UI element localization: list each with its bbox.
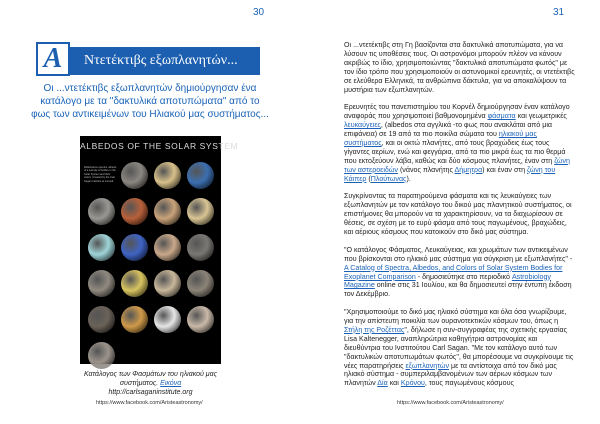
inline-link[interactable]: ζώνη των αστεροειδών (344, 156, 570, 174)
albedo-poster-image (80, 136, 239, 364)
poster-intro-text: Reflectance spectra, albedo, of a sample of bodies in the Solar System and their colors. Created by the Carl Sagan Institute at Cornell. (84, 166, 117, 183)
paragraph-text: ). (406, 174, 411, 183)
planet-titan (121, 306, 148, 333)
planet-neptune (121, 234, 148, 261)
planet-earth (187, 162, 214, 189)
paragraph-text: Ερευνητές του πανεπιστημίου του Κορνέλ δημιούργησαν έναν κατάλογο αναφοράς που χρησιμοποιεί βαθμονομημένα (344, 103, 570, 121)
page-number-left: 30 (253, 7, 265, 18)
planet-ganymede (187, 270, 214, 297)
paragraph-text: "Ο κατάλογος Φάσματος, Λευκαύγειας, και χρωμάτων των αντικειμένων που βρίσκονται στο ηλιακό μας σύστημα για σύγκριση με εξωπλανήτες" - (344, 245, 573, 263)
article-banner (42, 43, 260, 75)
planet-pluto (154, 234, 181, 261)
body-paragraph (344, 103, 575, 183)
paragraph-text: , και οι οκτώ πλανήτες, από τους βραχώδεις έως τους γίγαντες αερίων, ενώ και φεγγάρια, από τα πιο μικρά έως τα πιο θερμά που εκτοξεύουν λάβα, καθώς και δύο κόσμους πλανήτες, έναν στη (344, 138, 566, 165)
paragraph-text: "Χρησιμοποιούμε το δικό μας ηλιακό σύστημα και όλα όσα γνωρίζουμε, για την απίστευτη ποικιλία των ουρανοτεκτικών κόσμων του, όπως η (344, 308, 567, 326)
paragraph-text: online στις 31 Ιουλίου, και θα δημοσιευτεί στην έντυπη έκδοση τον Δεκέμβριο. (344, 281, 572, 299)
image-caption (80, 370, 221, 397)
paragraph-text: (νάνος πλανήτης (397, 165, 455, 174)
logo-letter: A (43, 43, 63, 74)
planet-saturn (187, 198, 214, 225)
planet-ceres (187, 234, 214, 261)
planet-europa (154, 270, 181, 297)
body-paragraph (344, 41, 575, 94)
caption-source: http://carlsaganinstitute.org (108, 389, 193, 396)
inline-link[interactable]: λευκαύγειες (344, 121, 381, 130)
inline-link[interactable]: Στήλη της Ροζέττας (344, 325, 405, 334)
planet-uranus (88, 234, 115, 261)
footer-url-left: https://www.facebook.com/Aristeastronomy/ (96, 400, 203, 406)
paragraph-text: , τους παγωμένους κόσμους (424, 379, 514, 388)
inline-link[interactable]: Δία (377, 379, 388, 388)
article-body (344, 41, 575, 397)
footer-url-right: https://www.facebook.com/Aristeastronomy/ (397, 400, 504, 406)
inline-link[interactable]: A Catalog of Spectra, Albedos, and Colors of Solar System Bodies for Exoplanet Comparison (344, 263, 563, 281)
inline-link[interactable]: ηλιακού μας συστήματος (344, 130, 537, 147)
planet-callisto (88, 306, 115, 333)
inline-link[interactable]: ζώνη του Κάιπερ (344, 165, 556, 183)
paragraph-text: , (albedos στα αγγλικά -το φως που ανακλάται από μια επιφάνεια) σε 19 από τα πιο ποικίλα σώματα του (344, 121, 552, 139)
planet-charon (88, 342, 115, 369)
paragraph-text: Οι ...ντετέκτιβς στη Γη βασίζονται στα δακτυλικά αποτυπώματα, για να λύσουν τις υποθέσεις τους. Οι αστρονόμοι μπορούν πλέον να κάνουν ακριβώς το ίδιο, χρησιμοποιώντας "δακτυλικά αποτυπώματα φωτός" με τον ίδιο τρόπο που χρησιμοποιούν οι αστυνομικοί ερευνητές, οι ντετέκτιβς σε ελεύθερα Ελληνικά, τα ανθρώπινα δάκτυλα, για να αποκαλύψουν τα μυστήρια των εξωπλανητών. (344, 41, 575, 94)
inline-link[interactable]: Astrobiology Magazine (344, 272, 551, 290)
inline-link[interactable]: φάσματα (487, 112, 516, 121)
inline-link[interactable]: Πλούτωνας (370, 174, 407, 183)
paragraph-text: - δημοσιεύτηκε στο περιοδικό (415, 272, 512, 281)
body-paragraph (344, 192, 575, 237)
planet-mars (121, 198, 148, 225)
paragraph-text: και (387, 379, 401, 388)
planet-io (121, 270, 148, 297)
planet-enceladus (154, 306, 181, 333)
paragraph-text: ", δήλωσε η συν-συγγραφέας της σχετικής εργασίας Lisa Kaltenegger, αναπληρώτρια καθηγήτρια αστρονομίας και διευθύντρια του Ινστιτούτου Carl Sagan. "Με τον κατάλογο αυτό των "δακτυλικών αποτυπωμάτων φωτός", θα μπορέσουμε να συγκρίνουμε τις νέες παρατηρήσεις (344, 325, 574, 370)
poster-title: ALBEDOS OF THE SOLAR SYSTEM (80, 141, 239, 151)
inline-link[interactable]: Δήμητρα (454, 165, 483, 174)
planet-moon (88, 198, 115, 225)
paragraph-text: και γεωμετρικές (515, 112, 567, 121)
body-paragraph (344, 246, 575, 299)
paragraph-text: ( (366, 174, 371, 183)
article-title: Ντετέκτιβς εξωπλανητών... (84, 53, 238, 68)
astronomy-logo (36, 42, 70, 76)
paragraph-text: Συγκρίνοντας τα παρατηρούμενα φάσματα και τις λευκαύγειες των εξωπλανητών με τον κατάλογο του δικού μας πλανητικού συστήματος, οι επιστήμονες θα μπορούν να τα χαρακτηρίσουν, να τα διαχωρίσουν σε θέσεις, σε σχέση με το ευρύ φάσμα από τους παγωμένους, βραχώδεις, και αέριους κόσμους που κατοικούν στο δικό μας σύστημα. (344, 192, 572, 236)
page-number-right: 31 (553, 7, 565, 18)
planet-venus (154, 162, 181, 189)
caption-text: Κατάλογος των Φασμάτων του ηλιακού μας συστήματος. (83, 371, 218, 387)
planet-triton (187, 306, 214, 333)
article-subtitle: Οι ...ντετέκτιβς εξωπλανητών δημιούργησαν ένα κατάλογο με τα "δακτυλικά αποτυπώματα" από το φως των αντικειμένων του Ηλιακού μας συστήματος... (31, 83, 269, 120)
paragraph-text: ) και έναν στη (482, 165, 528, 174)
planet-vesta (88, 270, 115, 297)
planet-jupiter (154, 198, 181, 225)
right-page (300, 0, 600, 424)
body-paragraph (344, 308, 575, 388)
inline-link[interactable]: εξωπλανητών (405, 361, 450, 370)
planet-mercury (121, 162, 148, 189)
paragraph-text: με τα αντίστοιχα από τον δικό μας ηλιακό σύστημα - συμπεριλαμβανομένων των αέριων κόσμων των πλανητών (344, 361, 557, 388)
caption-image-link[interactable]: Εικόνα (160, 380, 182, 387)
inline-link[interactable]: Κρόνου (400, 379, 425, 388)
